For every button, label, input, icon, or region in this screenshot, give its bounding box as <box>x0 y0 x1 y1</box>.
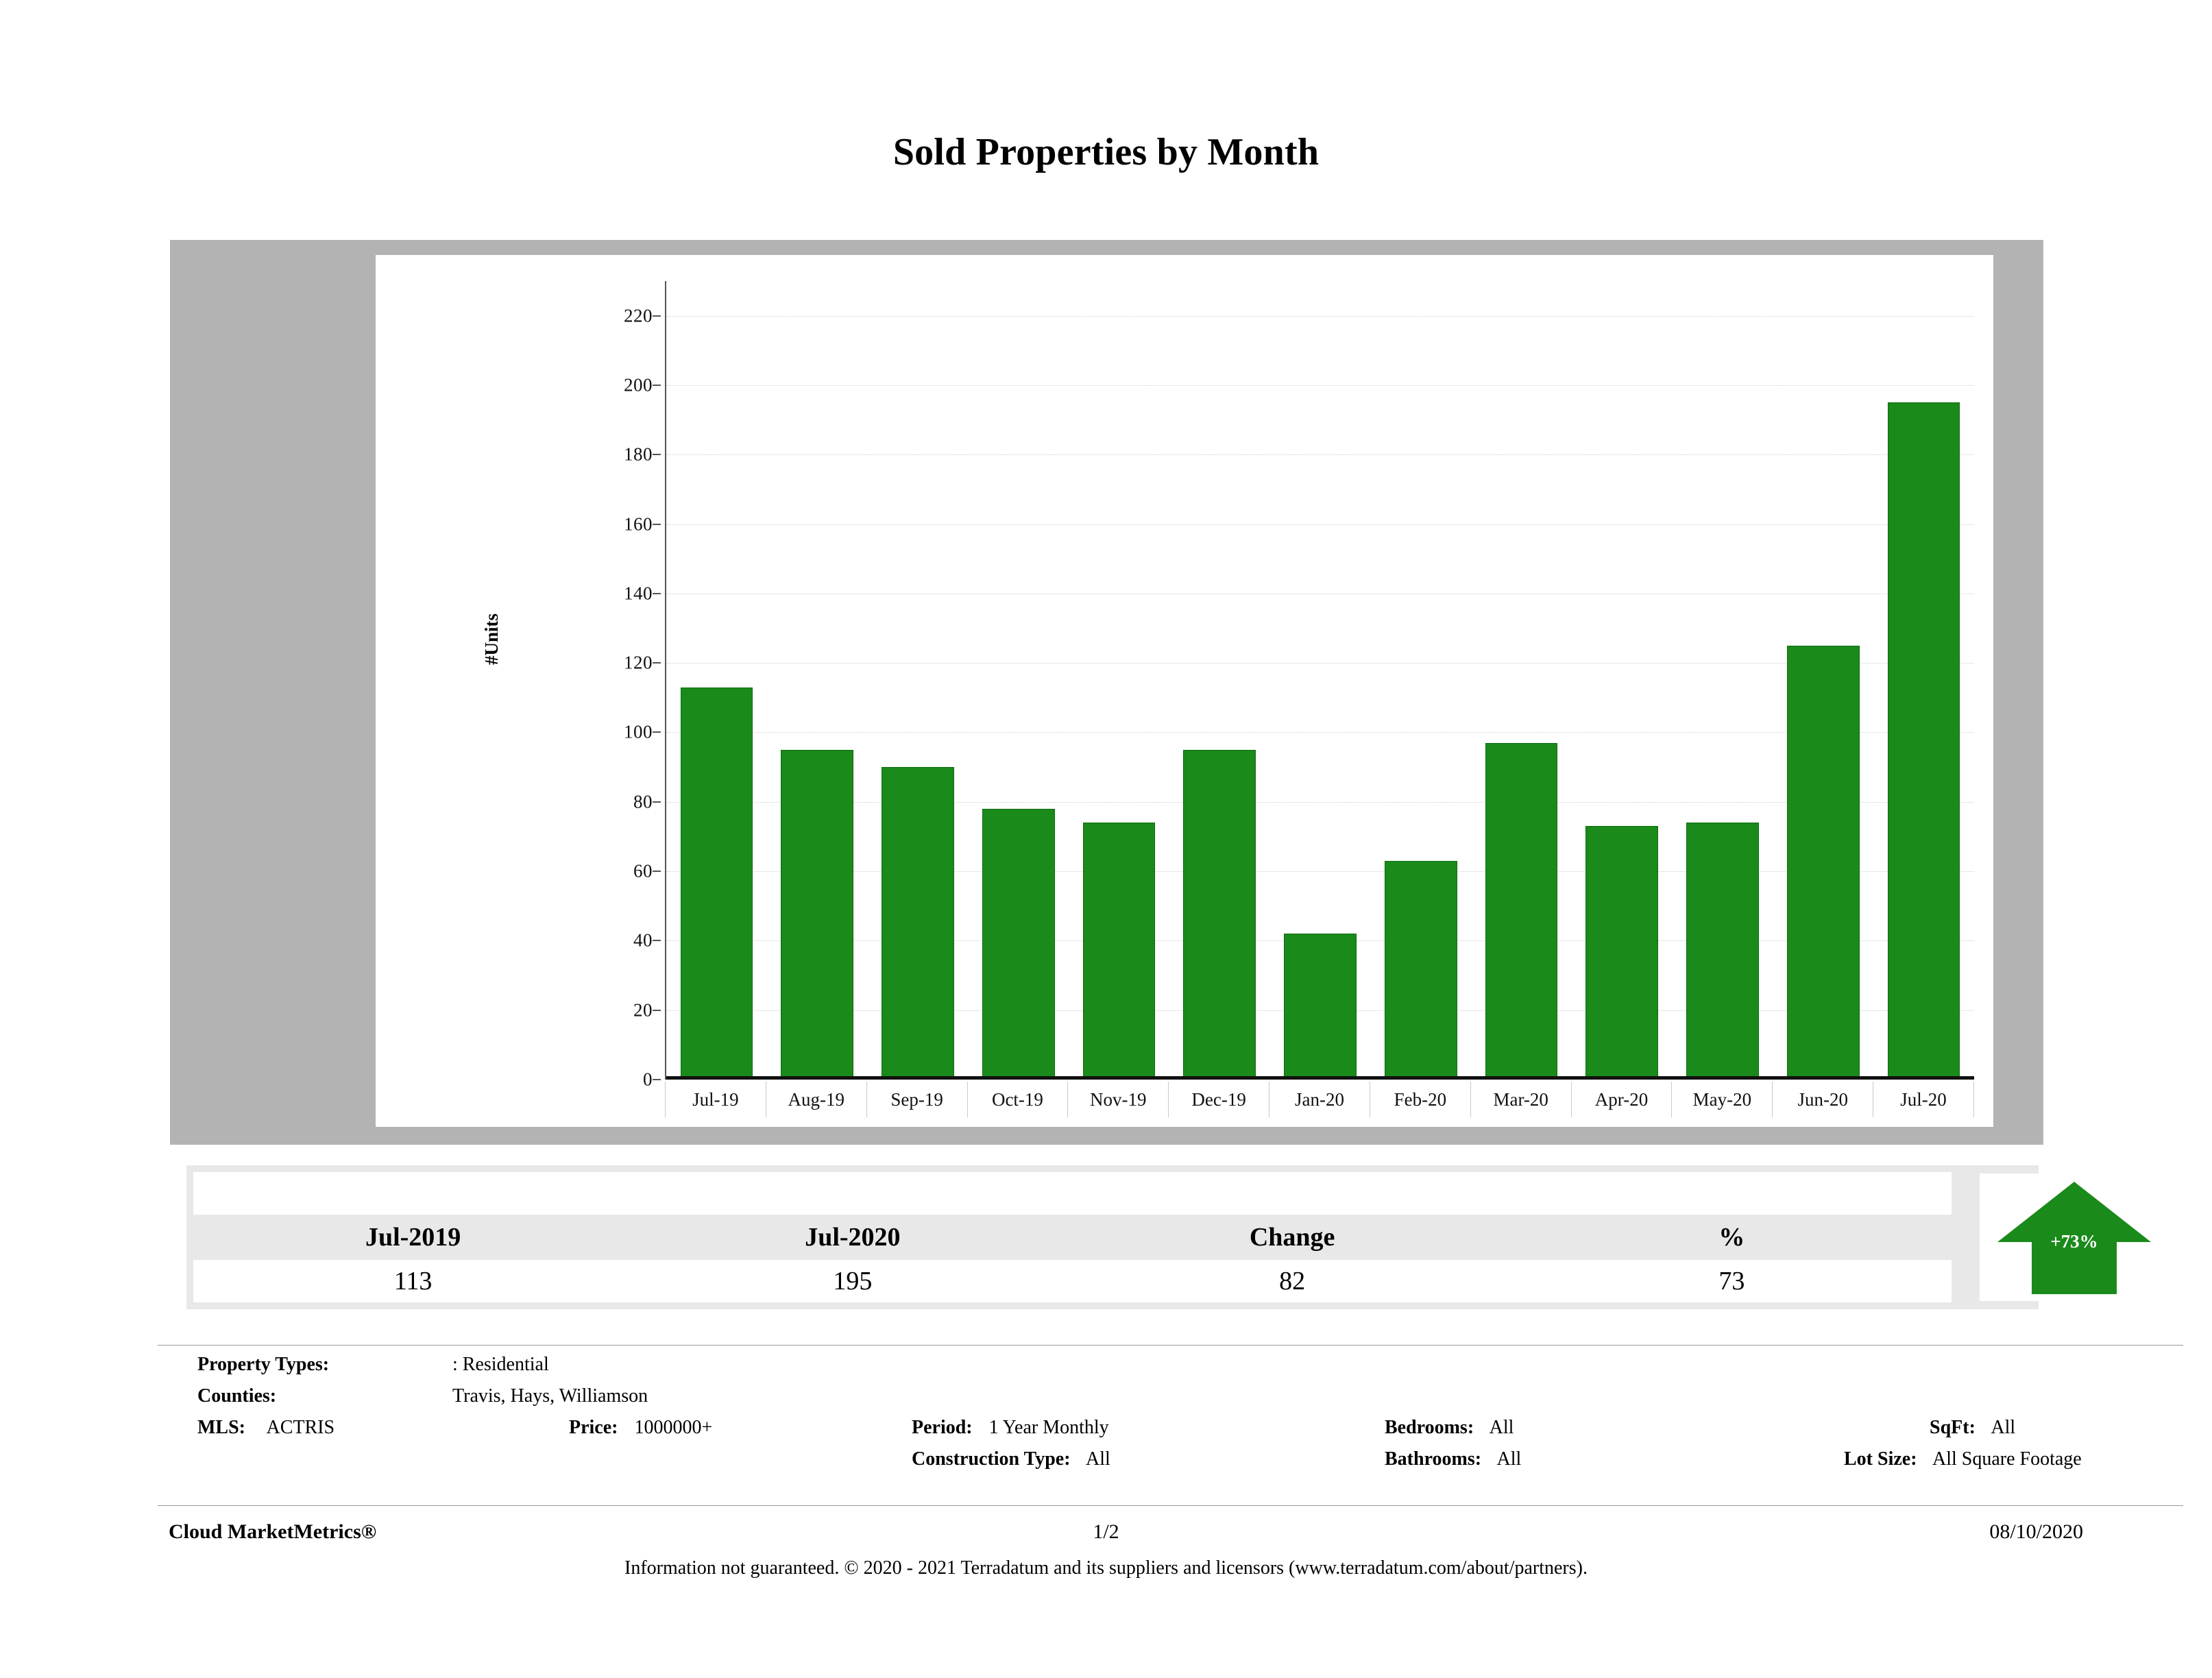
y-axis-tick-label: 200 <box>624 374 653 396</box>
plot-region <box>665 281 1974 1080</box>
summary-value-cell: 82 <box>1279 1267 1306 1296</box>
y-axis-tick-mark <box>653 385 661 386</box>
x-axis-labels <box>665 1082 1974 1117</box>
y-axis-tick-label: 180 <box>624 443 653 465</box>
summary-value-cell: 113 <box>393 1267 433 1296</box>
x-axis-tick-label: Jan-20 <box>1269 1082 1370 1117</box>
x-axis-tick-label: Apr-20 <box>1572 1082 1673 1117</box>
x-axis-tick-label: Jul-20 <box>1873 1082 1974 1117</box>
bathrooms-value: All <box>1496 1448 1522 1470</box>
change-indicator <box>1980 1174 2169 1301</box>
bar-cell <box>666 281 767 1080</box>
y-axis-tick-label: 20 <box>633 999 653 1021</box>
bar <box>1385 861 1457 1080</box>
bathrooms-label: Bathrooms: <box>1385 1448 1482 1470</box>
y-axis-tick-mark <box>653 731 661 733</box>
summary-value-cell: 73 <box>1718 1267 1745 1296</box>
footer-page-number: 1/2 <box>1093 1520 1119 1543</box>
summary-value-row <box>193 1260 1952 1302</box>
bar <box>1083 823 1156 1080</box>
y-axis-ticks <box>557 281 653 1090</box>
counties-label: Counties: <box>197 1385 277 1407</box>
bar-cell <box>1270 281 1371 1080</box>
x-axis-tick-label: Dec-19 <box>1169 1082 1269 1117</box>
footer-disclaimer: Information not guaranteed. © 2020 - 2021 Terradatum and its suppliers and licensors (www.terradatum.com/about/partners). <box>624 1557 1588 1579</box>
construction-type-label: Construction Type: <box>912 1448 1071 1470</box>
summary-spacer-row <box>193 1172 1952 1215</box>
y-axis-tick-label: 120 <box>624 652 653 673</box>
bar <box>681 688 753 1080</box>
lot-size-label: Lot Size: <box>1844 1448 1917 1470</box>
chart-frame <box>170 240 2043 1145</box>
period-value: 1 Year Monthly <box>988 1417 1109 1438</box>
bar-cell <box>868 281 969 1080</box>
bar-cell <box>968 281 1069 1080</box>
property-types-value: : Residential <box>452 1354 549 1375</box>
summary-header-cell: Jul-2019 <box>365 1223 461 1252</box>
summary-header-cell: Jul-2020 <box>805 1223 901 1252</box>
bar-cell <box>1572 281 1673 1080</box>
y-axis-tick-mark <box>653 1079 661 1080</box>
y-axis-tick-label: 100 <box>624 721 653 742</box>
bar <box>982 809 1055 1080</box>
x-axis-tick-label: May-20 <box>1672 1082 1773 1117</box>
footer-brand: Cloud MarketMetrics® <box>169 1520 377 1543</box>
y-axis-tick-mark <box>653 524 661 525</box>
bedrooms-value: All <box>1489 1417 1514 1438</box>
y-axis-tick-mark <box>653 1010 661 1011</box>
y-axis-tick-mark <box>653 940 661 941</box>
y-axis-tick-label: 40 <box>633 929 653 951</box>
chart-area <box>461 281 1974 1117</box>
mls-label: MLS: <box>197 1417 245 1438</box>
bar-cell <box>1673 281 1773 1080</box>
y-axis-tick-mark <box>653 593 661 594</box>
y-axis-tick-mark <box>653 801 661 803</box>
lot-size-value: All Square Footage <box>1932 1448 2082 1470</box>
summary-header-row <box>193 1215 1952 1260</box>
bedrooms-label: Bedrooms: <box>1385 1417 1474 1438</box>
bar-cell <box>1069 281 1169 1080</box>
bar <box>1686 823 1759 1080</box>
bar-cell <box>1773 281 1873 1080</box>
sqft-label: SqFt: <box>1930 1417 1976 1438</box>
bar-cell <box>1873 281 1974 1080</box>
x-axis-line <box>666 1076 1974 1080</box>
criteria-block <box>158 1354 2180 1491</box>
construction-type-value: All <box>1086 1448 1110 1470</box>
y-axis-tick-mark <box>653 315 661 317</box>
bar-cell <box>1370 281 1471 1080</box>
change-percent-label: +73% <box>2050 1231 2098 1252</box>
y-axis-tick-mark <box>653 871 661 872</box>
y-axis-label: #Units <box>481 613 502 665</box>
period-label: Period: <box>912 1417 973 1438</box>
y-axis-tick-label: 220 <box>624 305 653 326</box>
footer-date: 08/10/2020 <box>1989 1520 2083 1543</box>
summary-header-cell: % <box>1718 1223 1745 1252</box>
x-axis-tick-label: Aug-19 <box>766 1082 867 1117</box>
price-label: Price: <box>569 1417 618 1438</box>
summary-table <box>186 1165 2039 1309</box>
bar <box>1183 750 1256 1080</box>
bar-cell <box>767 281 868 1080</box>
summary-value-cell: 195 <box>833 1267 873 1296</box>
x-axis-tick-label: Jul-19 <box>665 1082 766 1117</box>
x-axis-tick-label: Feb-20 <box>1370 1082 1471 1117</box>
x-axis-tick-label: Mar-20 <box>1471 1082 1572 1117</box>
x-axis-tick-label: Jun-20 <box>1773 1082 1873 1117</box>
bar <box>1585 826 1658 1080</box>
bar <box>1485 743 1558 1080</box>
page-title: Sold Properties by Month <box>892 131 1320 173</box>
y-axis-tick-label: 160 <box>624 513 653 535</box>
y-axis-tick-mark <box>653 662 661 664</box>
bar <box>781 750 853 1080</box>
bar <box>882 767 954 1080</box>
bar-cell <box>1471 281 1572 1080</box>
y-axis-tick-label: 0 <box>643 1069 653 1090</box>
bar <box>1787 646 1860 1080</box>
mls-value: ACTRIS <box>266 1417 335 1438</box>
bar <box>1888 402 1960 1080</box>
sqft-value: All <box>1991 1417 2016 1438</box>
counties-value: Travis, Hays, Williamson <box>452 1385 648 1407</box>
y-axis-tick-mark <box>653 454 661 455</box>
y-axis-tick-label: 80 <box>633 791 653 812</box>
x-axis-tick-label: Oct-19 <box>968 1082 1069 1117</box>
y-axis-tick-label: 140 <box>624 583 653 604</box>
divider-top <box>158 1345 2183 1346</box>
divider-bottom <box>158 1505 2183 1506</box>
bar-cell <box>1169 281 1270 1080</box>
price-value: 1000000+ <box>634 1417 713 1438</box>
bar-series <box>666 281 1974 1080</box>
summary-header-cell: Change <box>1249 1223 1335 1252</box>
y-axis-tick-label: 60 <box>633 860 653 881</box>
x-axis-tick-label: Nov-19 <box>1068 1082 1169 1117</box>
bar <box>1284 934 1357 1080</box>
x-axis-tick-label: Sep-19 <box>867 1082 968 1117</box>
property-types-label: Property Types: <box>197 1354 330 1375</box>
